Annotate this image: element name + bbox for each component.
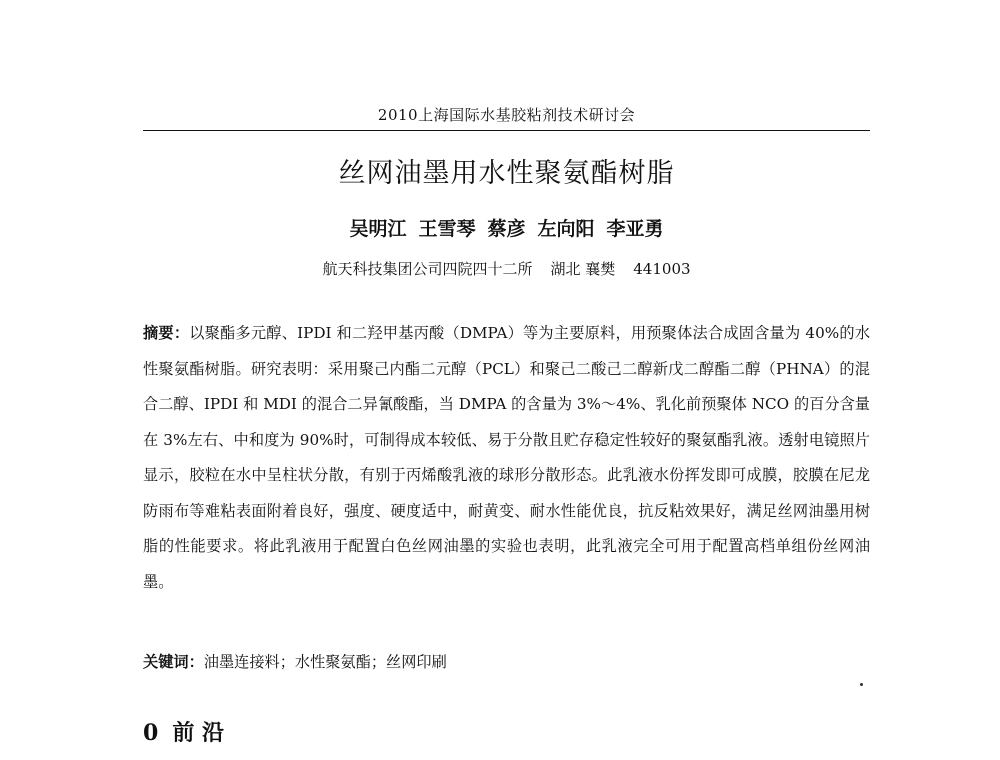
- keywords-label: 关键词：: [143, 653, 204, 671]
- author-name: 左向阳: [537, 218, 595, 240]
- paper-title: 丝网油墨用水性聚氨酯树脂: [338, 158, 675, 189]
- abstract-label: 摘要：: [143, 324, 190, 342]
- keywords-text: 油墨连接料；水性聚氨酯；丝网印刷: [203, 653, 447, 671]
- author-name: 王雪琴: [418, 218, 476, 240]
- affiliation: [143, 258, 870, 279]
- keywords: [143, 651, 870, 672]
- conference-header: 2010上海国际水基胶粘剂技术研讨会: [377, 106, 636, 124]
- affiliation-postcode: 441003: [633, 260, 691, 278]
- author-name: 吴明江: [349, 218, 407, 240]
- affiliation-org: 航天科技集团公司四院四十二所: [322, 260, 533, 278]
- abstract-text: 以聚酯多元醇、IPDI 和二羟甲基丙酸（DMPA）等为主要原料，用预聚体法合成固含量为 40%的水性聚氨酯树脂。研究表明：采用聚己内酯二元醇（PCL）和聚己二酸己二醇新戊二醇酯二醇（PHNA）的混合二醇、IPDI 和 MDI 的混合二异氰酸酯，当 DMPA 的含量为 3%～4%、乳化前预聚体 NCO 的百分含量在 3%左右、中和度为 90%时，可制得成本较低、易于分散且贮存稳定性较好的聚氨酯乳液。透射电镜照片显示，胶粒在水中呈柱状分散，有别于丙烯酸乳液的球形分散形态。此乳液水份挥发即可成膜，胶膜在尼龙防雨布等难粘表面附着良好，强度、硬度适中，耐黄变、耐水性能优良，抗反粘效果好，满足丝网油墨用树脂的性能要求。将此乳液用于配置白色丝网油墨的实验也表明，此乳液完全可用于配置高档单组份丝网油墨。: [143, 324, 871, 591]
- section-heading: [143, 716, 224, 747]
- header-rule: [143, 130, 870, 131]
- author-name: 蔡彦: [487, 218, 526, 240]
- author-list: [143, 214, 870, 241]
- section-number: 0: [143, 720, 159, 746]
- section-title: 前 沿: [172, 720, 224, 746]
- abstract: [143, 316, 870, 600]
- author-name: 李亚勇: [606, 218, 664, 240]
- scan-speck: [860, 683, 863, 686]
- affiliation-location: 湖北 襄樊: [550, 260, 616, 278]
